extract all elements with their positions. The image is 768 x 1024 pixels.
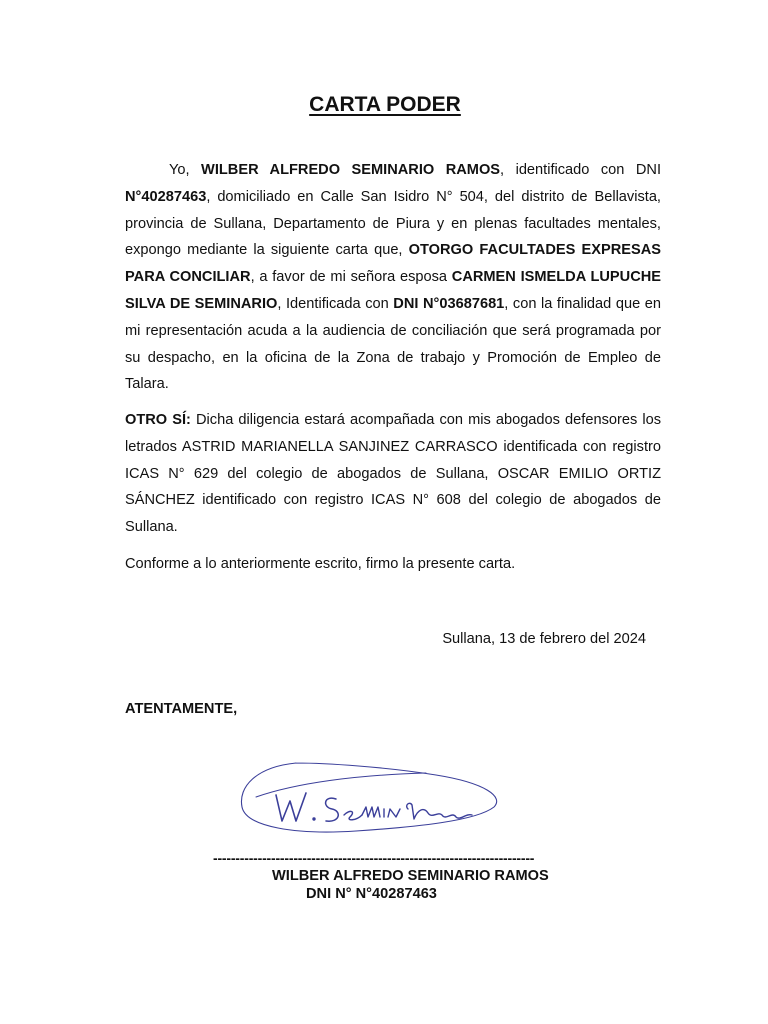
p2-text: Dicha diligencia estará acompañada con mis abogados defensores los letrados ASTRID MARIANELLA SANJINEZ CARRASCO identificada con registro ICAS N° 629 del colegio de abogados de Sullana, OSCAR EMILIO ORTIZ SÁNCHEZ identificado con registro ICAS N° 608 del colegio de abogados de Sullana. xyxy=(125,412,661,536)
powers-granted: OTORGO FACULTADES EXPRESAS PARA CONCILIAR xyxy=(125,242,661,286)
grantee-name: CARMEN ISMELDA LUPUCHE SILVA DE SEMINARIO xyxy=(125,269,662,312)
signer-dni: DNI N° N°40287463 xyxy=(306,886,437,902)
p1-text-2: , identificado con DNI xyxy=(500,162,662,178)
grantor-name: WILBER ALFREDO SEMINARIO RAMOS xyxy=(201,162,501,178)
closing: ATENTAMENTE, xyxy=(125,701,238,717)
p1-text-5: , Identificada con xyxy=(277,295,394,312)
place-date: Sullana, 13 de febrero del 2024 xyxy=(442,631,646,647)
handwritten-signature xyxy=(236,735,501,845)
otro-si-label: OTRO SÍ: xyxy=(125,412,191,428)
paragraph-grant xyxy=(125,157,661,398)
paragraph-conformity: Conforme a lo anteriormente escrito, firmo la presente carta. xyxy=(125,556,516,572)
p1-text-4: , a favor de mi señora esposa xyxy=(250,269,452,286)
p1-text-6: , con la finalidad que en mi representación acuda a la audiencia de conciliación que será programada por su despacho, en la oficina de la Zona de trabajo y Promoción de Empleo de Talara. xyxy=(125,295,661,393)
p1-text-1: Yo, xyxy=(169,162,202,178)
grantor-dni: N°40287463 xyxy=(125,188,207,205)
signature-line: ------------------------------------------------------------------------ xyxy=(213,850,535,866)
signer-name: WILBER ALFREDO SEMINARIO RAMOS xyxy=(272,868,549,884)
p1-text-3: , domiciliado en Calle San Isidro N° 504, del distrito de Bellavista, provincia de Sullana, Departamento de Piura y en plenas facultades mentales, expongo mediante la siguiente carta que, xyxy=(125,188,661,259)
grantee-dni: DNI N°03687681 xyxy=(393,295,505,312)
paragraph-otro-si xyxy=(125,407,661,541)
document-title: CARTA PODER xyxy=(309,93,461,116)
